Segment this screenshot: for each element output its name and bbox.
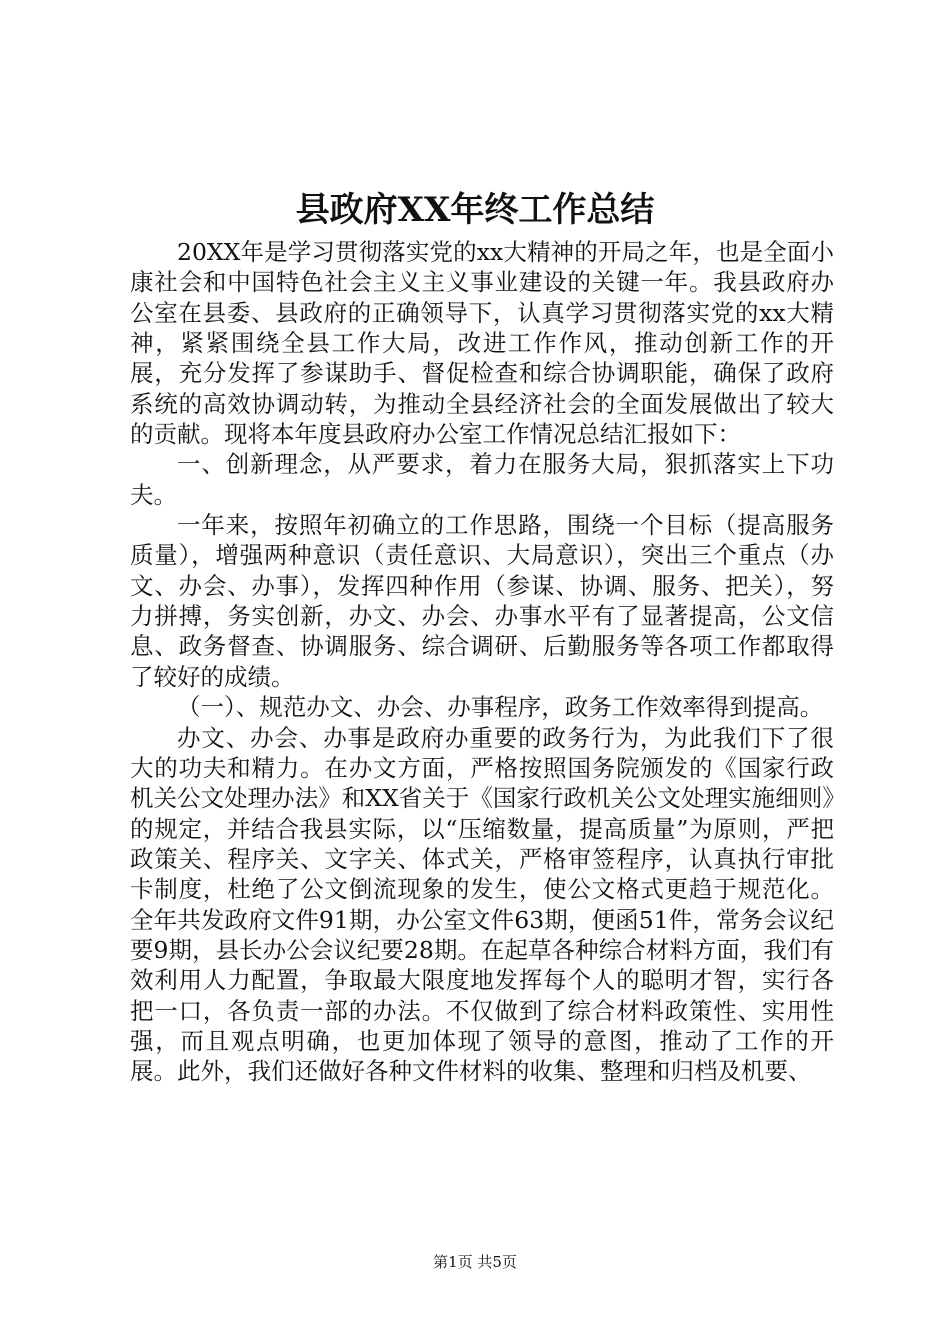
page-number-footer: 第1页 共5页 <box>433 1253 517 1271</box>
paragraph-document-handling: 办文、办会、办事是政府办重要的政务行为，为此我们下了很大的功夫和精力。在办文方面，严格按照国务院颁发的《国家行政机关公文处理办法》和XX省关于《国家行政机关公文处理实施细则》的规定，并结合我县实际，以“压缩数量，提高质量”为原则，严把政策关、程序关、文字关、体式关，严格审签程序，认真执行审批卡制度，杜绝了公文倒流现象的发生，使公文格式更趋于规范化。全年共发政府文件91期，办公室文件63期，便函51件，常务会议纪要9期，县长办公会议纪要28期。在起草各种综合材料方面，我们有效利用人力配置，争取最大限度地发挥每个人的聪明才智，实行各把一口，各负责一部的办法。不仅做到了综合材料政策性、实用性强，而且观点明确，也更加体现了领导的意图，推动了工作的开展。此外，我们还做好各种文件材料的收集、整理和归档及机要、 <box>130 723 834 1086</box>
paragraph-intro: 20XX年是学习贯彻落实党的xx大精神的开局之年，也是全面小康社会和中国特色社会主义主义事业建设的关键一年。我县政府办公室在县委、县政府的正确领导下，认真学习贯彻落实党的xx大精神，紧紧围绕全县工作大局，改进工作作风，推动创新工作的开展，充分发挥了参谋助手、督促检查和综合协调职能，确保了政府系统的高效协调动转，为推动全县经济社会的全面发展做出了较大的贡献。现将本年度县政府办公室工作情况总结汇报如下： <box>130 238 834 449</box>
paragraph-section-heading-1: 一、创新理念，从严要求，着力在服务大局，狠抓落实上下功夫。 <box>130 450 834 509</box>
paragraph-subsection-heading-1: （一）、规范办文、办会、办事程序，政务工作效率得到提高。 <box>177 693 824 722</box>
page-title: 县政府XX年终工作总结 <box>295 190 655 230</box>
paragraph-overview: 一年来，按照年初确立的工作思路，围绕一个目标（提高服务质量），增强两种意识（责任意识、大局意识），突出三个重点（办文、办会、办事），发挥四种作用（参谋、协调、服务、把关），努力拼搏，务实创新，办文、办会、办事水平有了显著提高，公文信息、政务督查、协调服务、综合调研、后勤服务等各项工作都取得了较好的成绩。 <box>130 511 834 691</box>
document-body <box>130 237 834 1087</box>
